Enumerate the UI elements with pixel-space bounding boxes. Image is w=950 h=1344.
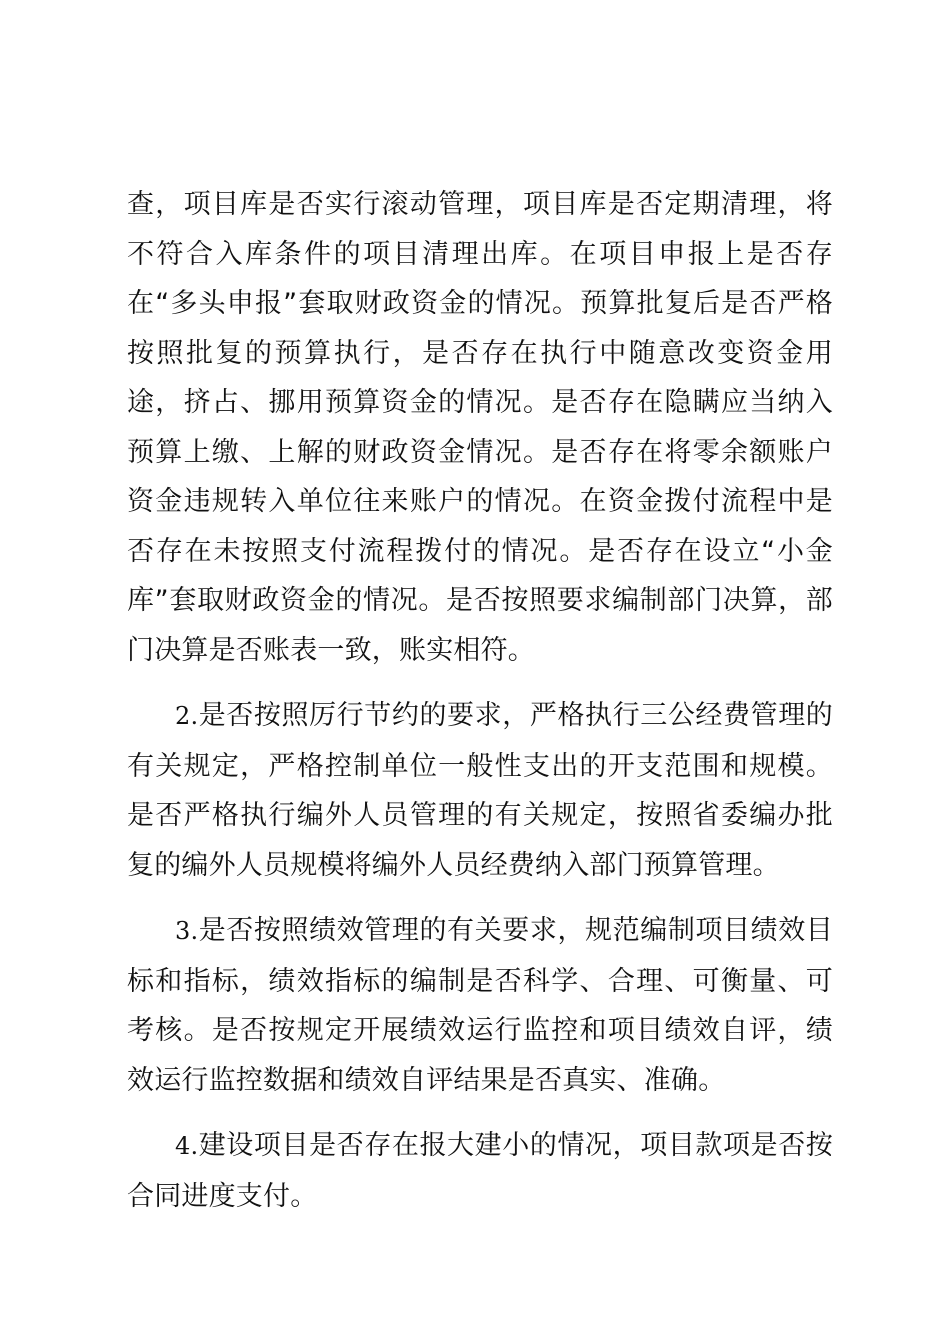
paragraph-item-3 [127,906,833,1105]
paragraph-number: 2. [175,702,199,730]
document-page [127,180,833,1221]
paragraph-text: 建设项目是否存在报大建小的情况，项目款项是否按合同进度支付。 [127,1130,833,1212]
paragraph-text: 是否按照绩效管理的有关要求，规范编制项目绩效目标和指标，绩效指标的编制是否科学、合理、可衡量、可考核。是否按规定开展绩效运行监控和项目绩效自评，绩效运行监控数据和绩效自评结果是否真实、准确。 [127,915,833,1096]
paragraph-number: 4. [175,1132,199,1160]
paragraph-continued [127,180,833,675]
paragraph-text: 是否按照厉行节约的要求，严格执行三公经费管理的有关规定，严格控制单位一般性支出的开支范围和规模。是否严格执行编外人员管理的有关规定，按照省委编办批复的编外人员规模将编外人员经费纳入部门预算管理。 [127,700,833,881]
paragraph-text: 查，项目库是否实行滚动管理，项目库是否定期清理，将不符合入库条件的项目清理出库。在项目申报上是否存在“多头申报”套取财政资金的情况。预算批复后是否严格按照批复的预算执行，是否存在执行中随意改变资金用途，挤占、挪用预算资金的情况。是否存在隐瞒应当纳入预算上缴、上解的财政资金情况。是否存在将零余额账户资金违规转入单位往来账户的情况。在资金拨付流程中是否存在未按照支付流程拨付的情况。是否存在设立“小金库”套取财政资金的情况。是否按照要求编制部门决算，部门决算是否账表一致，账实相符。 [127,189,833,666]
paragraph-number: 3. [175,917,199,945]
paragraph-item-4 [127,1121,833,1221]
paragraph-item-2 [127,691,833,890]
